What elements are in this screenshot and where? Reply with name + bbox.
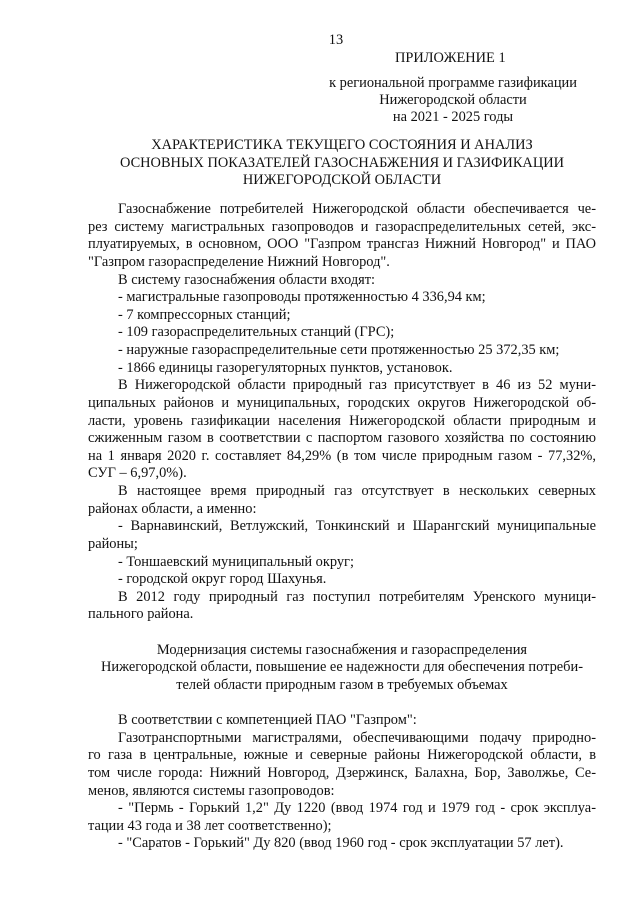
- text-line: сжиженным газом в соответствии с паспортом газового хозяйства по состоянию: [88, 430, 596, 447]
- paragraph: [88, 377, 596, 483]
- paragraph: В систему газоснабжения области входят:: [118, 271, 376, 288]
- title-line: ОСНОВНЫХ ПОКАЗАТЕЛЕЙ ГАЗОСНАБЖЕНИЯ И ГАЗИФИКАЦИИ: [120, 154, 564, 171]
- list-item: [88, 800, 596, 835]
- document-title: [88, 137, 596, 190]
- heading-line: Модернизация системы газоснабжения и газораспределения: [156, 641, 528, 658]
- list-item: - "Саратов - Горький" Ду 820 (ввод 1960 год - срок эксплуатации 57 лет).: [118, 835, 564, 852]
- text-line: В Нижегородской области природный газ присутствует в 46 из 52 муни-: [118, 377, 596, 394]
- text-line: ципальных районов и муниципальных, городских округов Нижегородской об-: [88, 394, 596, 411]
- text-line: Газоснабжение потребителей Нижегородской области обеспечивается че-: [118, 201, 596, 217]
- text-line: на 1 января 2020 г. составляет 84,29% (в том числе природным газом - 77,32%,: [88, 447, 596, 464]
- text-line: СУГ – 6,97,0%).: [88, 465, 187, 482]
- text-line: "Газпром газораспределение Нижний Новгород".: [88, 253, 390, 270]
- appendix-line: к региональной программе газификации: [329, 75, 577, 91]
- list-item: - 109 газораспределительных станций (ГРС);: [118, 324, 395, 341]
- text-line: рез систему магистральных газопроводов и газораспределительных сетей, экс-: [88, 218, 596, 235]
- text-line: ласти, уровень газификации населения Нижегородской области природным и: [88, 412, 596, 429]
- appendix-label: ПРИЛОЖЕНИЕ 1: [395, 50, 506, 66]
- blank-line: [88, 694, 596, 712]
- title-line: НИЖЕГОРОДСКОЙ ОБЛАСТИ: [242, 172, 442, 189]
- appendix-line: на 2021 - 2025 годы: [392, 109, 514, 125]
- page-number: 13: [328, 32, 344, 48]
- paragraph: [88, 730, 596, 801]
- heading-line: Нижегородской области, повышение ее надежности для обеспечения потреби-: [101, 659, 583, 676]
- title-line: ХАРАКТЕРИСТИКА ТЕКУЩЕГО СОСТОЯНИЯ И АНАЛИЗ: [151, 137, 533, 153]
- text-line: В 2012 году природный газ поступил потребителям Уренского муници-: [118, 588, 596, 605]
- text-line: плуатируемых, в основном, ООО "Газпром трансгаз Нижний Новгород" и ПАО: [88, 236, 596, 253]
- list-item: - городской округ город Шахунья.: [118, 571, 327, 588]
- appendix-subtitle: [320, 75, 586, 126]
- text-line: том числе города: Нижний Новгород, Дзержинск, Балахна, Бор, Заволжье, Се-: [88, 764, 596, 781]
- paragraph: [88, 589, 596, 624]
- section-heading: [88, 642, 596, 695]
- list-item: - магистральные газопроводы протяженностью 4 336,94 км;: [118, 289, 486, 306]
- text-line: - Варнавинский, Ветлужский, Тонкинский и Шарангский муниципальные: [118, 518, 596, 535]
- document-body: [88, 201, 596, 853]
- text-line: В настоящее время природный газ отсутствует в нескольких северных: [118, 483, 596, 499]
- appendix-line: Нижегородской области: [379, 92, 527, 108]
- list-item: [88, 518, 596, 553]
- text-line: менов, являются системы газопроводов:: [88, 782, 335, 799]
- text-line: районы;: [88, 535, 138, 552]
- paragraph: В соответствии с компетенцией ПАО "Газпром":: [118, 712, 417, 729]
- text-line: го газа в центральные, южные и северные районы Нижегородской области, в: [88, 747, 596, 764]
- text-line: Газотранспортными магистралями, обеспечивающими подачу природно-: [118, 729, 596, 746]
- text-line: - "Пермь - Горький 1,2" Ду 1220 (ввод 1974 год и 1979 год - срок эксплуа-: [118, 800, 596, 817]
- paragraph: [88, 483, 596, 518]
- text-line: пального района.: [88, 606, 194, 623]
- heading-line: телей области природным газом в требуемых объемах: [176, 676, 508, 693]
- list-item: - 1866 единицы газорегуляторных пунктов, установок.: [118, 359, 453, 376]
- text-line: тации 43 года и 38 лет соответственно);: [88, 817, 332, 834]
- list-item: - Тоншаевский муниципальный округ;: [118, 553, 354, 570]
- list-item: - наружные газораспределительные сети протяженностью 25 372,35 км;: [118, 342, 560, 358]
- text-line: районах области, а именно:: [88, 500, 257, 517]
- blank-line: [88, 624, 596, 642]
- paragraph: [88, 201, 596, 272]
- list-item: - 7 компрессорных станций;: [118, 306, 291, 323]
